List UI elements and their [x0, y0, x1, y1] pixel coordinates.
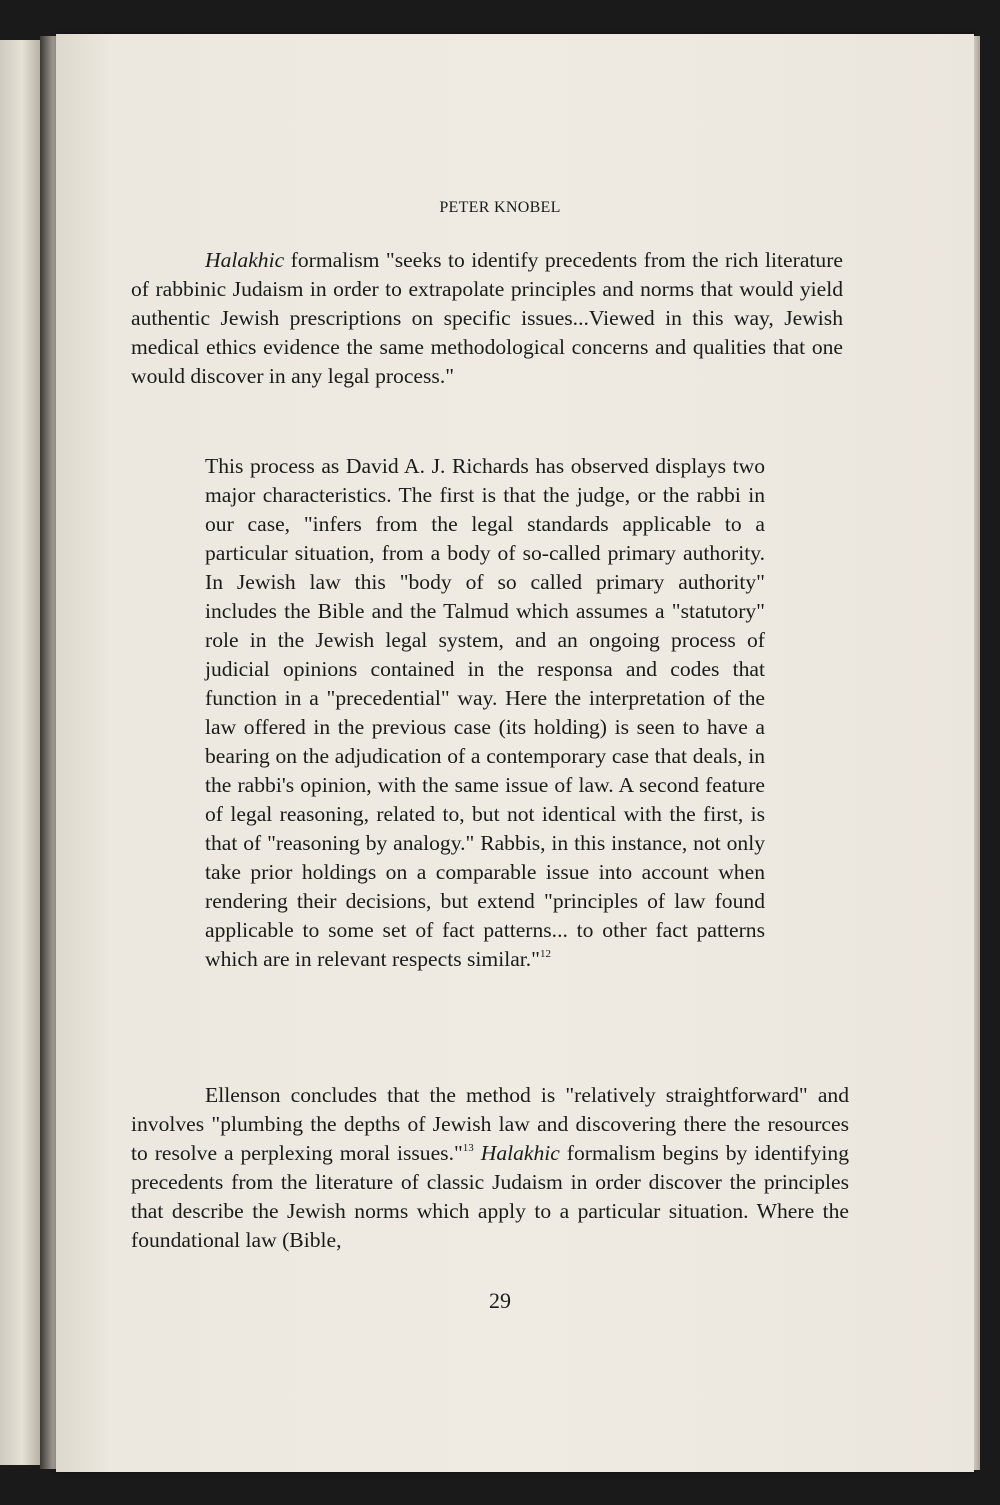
- paragraph-1: [131, 246, 843, 391]
- italic-term: Halakhic: [205, 248, 285, 272]
- paragraph-text: formalism begins by identifying precedents from the literature of classic Judaism in order discover the principles that describe the Jewish norms which apply to a particular situation. Where the foundational law (Bible,: [131, 1141, 849, 1252]
- footnote-marker[interactable]: 12: [540, 948, 551, 960]
- paragraph-text: formalism "seeks to identify precedents from the rich literature of rabbinic Judaism in order to extrapolate principles and norms that would yield authentic Jewish prescriptions on specific issues...Viewed in this way, Jewish medical ethics evidence the same methodological concerns and qualities that one would discover in any legal process.": [131, 248, 843, 388]
- page-number: 29: [489, 1288, 511, 1313]
- italic-term: Halakhic: [480, 1141, 560, 1165]
- paragraph-3: [131, 1081, 849, 1255]
- running-head: PETER KNOBEL: [439, 199, 561, 216]
- page-fore-edge: [974, 36, 980, 1470]
- paragraph-text: This process as David A. J. Richards has observed displays two major characteristics. The first is that the judge, or the rabbi in our case, "infers from the legal standards applicable to a particular situation, from a body of so-called primary authority. In Jewish law this "body of so called primary authority" includes the Bible and the Talmud which assumes a "statutory" role in the Jewish legal system, and an ongoing process of judicial opinions contained in the responsa and codes that function in a "precedential" way. Here the interpretation of the law offered in the previous case (its holding) is seen to have a bearing on the adjudication of a contemporary case that deals, in the rabbi's opinion, with the same issue of law. A second feature of legal reasoning, related to, but not identical with the first, is that of "reasoning by analogy." Rabbis, in this instance, not only take prior holdings on a comparable issue into account when rendering their decisions, but extend "principles of law found applicable to some set of fact patterns... to other fact patterns which are in relevant respects similar.": [205, 454, 765, 971]
- paragraph-text: Ellenson concludes that the method is "relatively straightforward" and involves "plumbing the depths of Jewish law and discovering there the resources to resolve a perplexing moral issues.": [131, 1083, 849, 1165]
- footnote-marker[interactable]: 13: [462, 1142, 474, 1154]
- facing-page-edge: [0, 40, 40, 1465]
- paragraph-2-block-quote: [205, 452, 765, 974]
